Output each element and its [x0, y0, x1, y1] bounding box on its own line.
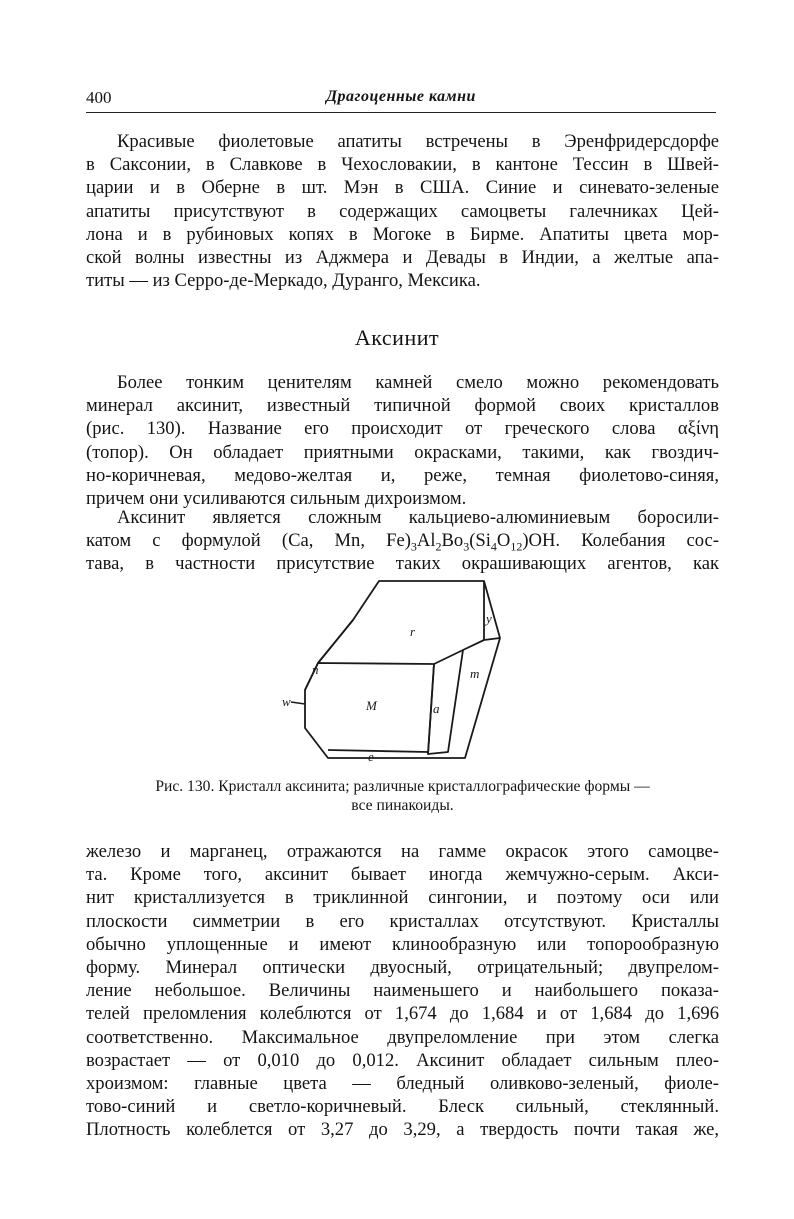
formula-text: Al [416, 530, 436, 552]
formula-text: )OH. Колебания сос- [522, 530, 719, 552]
text-line: тово-синий и светло-коричневый. Блеск сильный, стеклянный. [86, 1096, 719, 1118]
label-w: w [282, 694, 291, 709]
text-line: Более тонким ценителям камней смело можно рекомендовать [117, 372, 719, 393]
text-line: железо и марганец, отражаются на гамме окрасок этого самоцве- [86, 841, 719, 862]
paragraph-2 [86, 506, 719, 576]
text-line: нит кристаллизуется в триклинной сингонии, и поэтому оси или [86, 887, 719, 909]
label-n: n [312, 662, 319, 677]
caption-line: все пинакоиды. [351, 797, 454, 814]
page-header [86, 86, 716, 113]
crystal-figure [278, 578, 508, 768]
label-a: a [433, 701, 440, 716]
text-line: соответственно. Максимальное двупреломление при этом слегка [86, 1026, 719, 1048]
paragraph-1 [86, 371, 719, 510]
face-n-edge [318, 620, 353, 663]
text-line: царии и в Оберне в шт. Мэн в США. Синие и синевато-зеленые [86, 177, 719, 199]
running-title: Драгоценные камни [326, 88, 476, 105]
text-line: апатиты присутствуют в содержащих самоцветы галечниках Цей- [86, 200, 719, 222]
text-line: форму. Минерал оптически двуосный, отрицательный; двупрелом- [86, 956, 719, 978]
figure-caption [86, 777, 719, 815]
text-line: ление небольшое. Величины наименьшего и наибольшего показа- [86, 980, 719, 1002]
text-line: хроизмом: главные цвета — бледный оливково-зеленый, фиоле- [86, 1072, 719, 1094]
formula-text: Bo [441, 530, 464, 552]
label-M: M [366, 698, 377, 713]
text-line: ской волны известны из Аджмера и Девады в Индии, а желтые апа- [86, 246, 719, 268]
text-line: обычно уплощенные и имеют клинообразную или топорообразную [86, 933, 719, 955]
text-line: возрастает — от 0,010 до 0,012. Аксинит обладает сильным плео- [86, 1049, 719, 1071]
text-line: в Саксонии, в Славкове в Чехословакии, в кантоне Тессин в Швей- [86, 154, 719, 176]
formula-subscript: 3 [410, 539, 417, 554]
paragraph-3 [86, 840, 719, 1141]
label-e: e [368, 749, 374, 764]
caption-line: Рис. 130. Кристалл аксинита; различные кристаллографические формы — [155, 778, 650, 795]
text-line: причем они усиливаются сильным дихроизмом. [86, 487, 467, 509]
text-line: (топор). Он обладает приятными окрасками, такими, как гвоздич- [86, 441, 719, 463]
formula-subscript: 4 [490, 539, 497, 554]
intro-paragraph [86, 130, 719, 292]
label-y: y [486, 611, 492, 626]
text-line: плоскости симметрии в его кристаллах отсутствуют. Кристаллы [86, 910, 719, 932]
text-line: лона и в рубиновых копях в Могоке в Бирме. Апатиты цвета мор- [86, 223, 719, 245]
text-line: но-коричневая, медово-желтая и, реже, темная фиолетово-синяя, [86, 464, 719, 486]
page-number: 400 [86, 88, 112, 107]
text-line: Аксинит является сложным кальциево-алюминиевым боросили- [117, 507, 719, 528]
text-line: тава, в частности присутствие таких окрашивающих агентов, как [86, 553, 719, 575]
text-line: Красивые фиолетовые апатиты встречены в Эренфридерсдорфе [117, 131, 719, 152]
formula-subscript: 3 [463, 539, 470, 554]
text-line: минерал аксинит, известный типичной формой своих кристаллов [86, 395, 719, 417]
text-line: телей преломления колеблются от 1,674 до 1,684 и от 1,684 до 1,696 [86, 1003, 719, 1025]
label-w-leader [291, 702, 305, 704]
formula-line [86, 529, 719, 552]
label-m: m [470, 666, 480, 681]
text-line: титы — из Серро-де-Меркадо, Дуранго, Мексика. [86, 270, 481, 292]
face-r-edge [434, 640, 484, 664]
formula-text: катом с формулой (Ca, Mn, Fe) [86, 530, 411, 552]
face-e-edge [328, 750, 428, 752]
formula-subscript: 12 [510, 539, 523, 554]
formula-subscript: 2 [435, 539, 442, 554]
formula-text: O [496, 530, 511, 552]
text-line: та. Кроме того, аксинит бывает иногда жемчужно-серым. Акси- [86, 864, 719, 886]
text-line: (рис. 130). Название его происходит от греческого слова αξίνη [86, 418, 719, 440]
label-r: r [410, 624, 416, 639]
text-line: Плотность колеблется от 3,27 до 3,29, а твердость почти такая же, [86, 1119, 719, 1141]
formula-text: (Si [469, 530, 491, 552]
section-title: Аксинит [354, 325, 440, 350]
